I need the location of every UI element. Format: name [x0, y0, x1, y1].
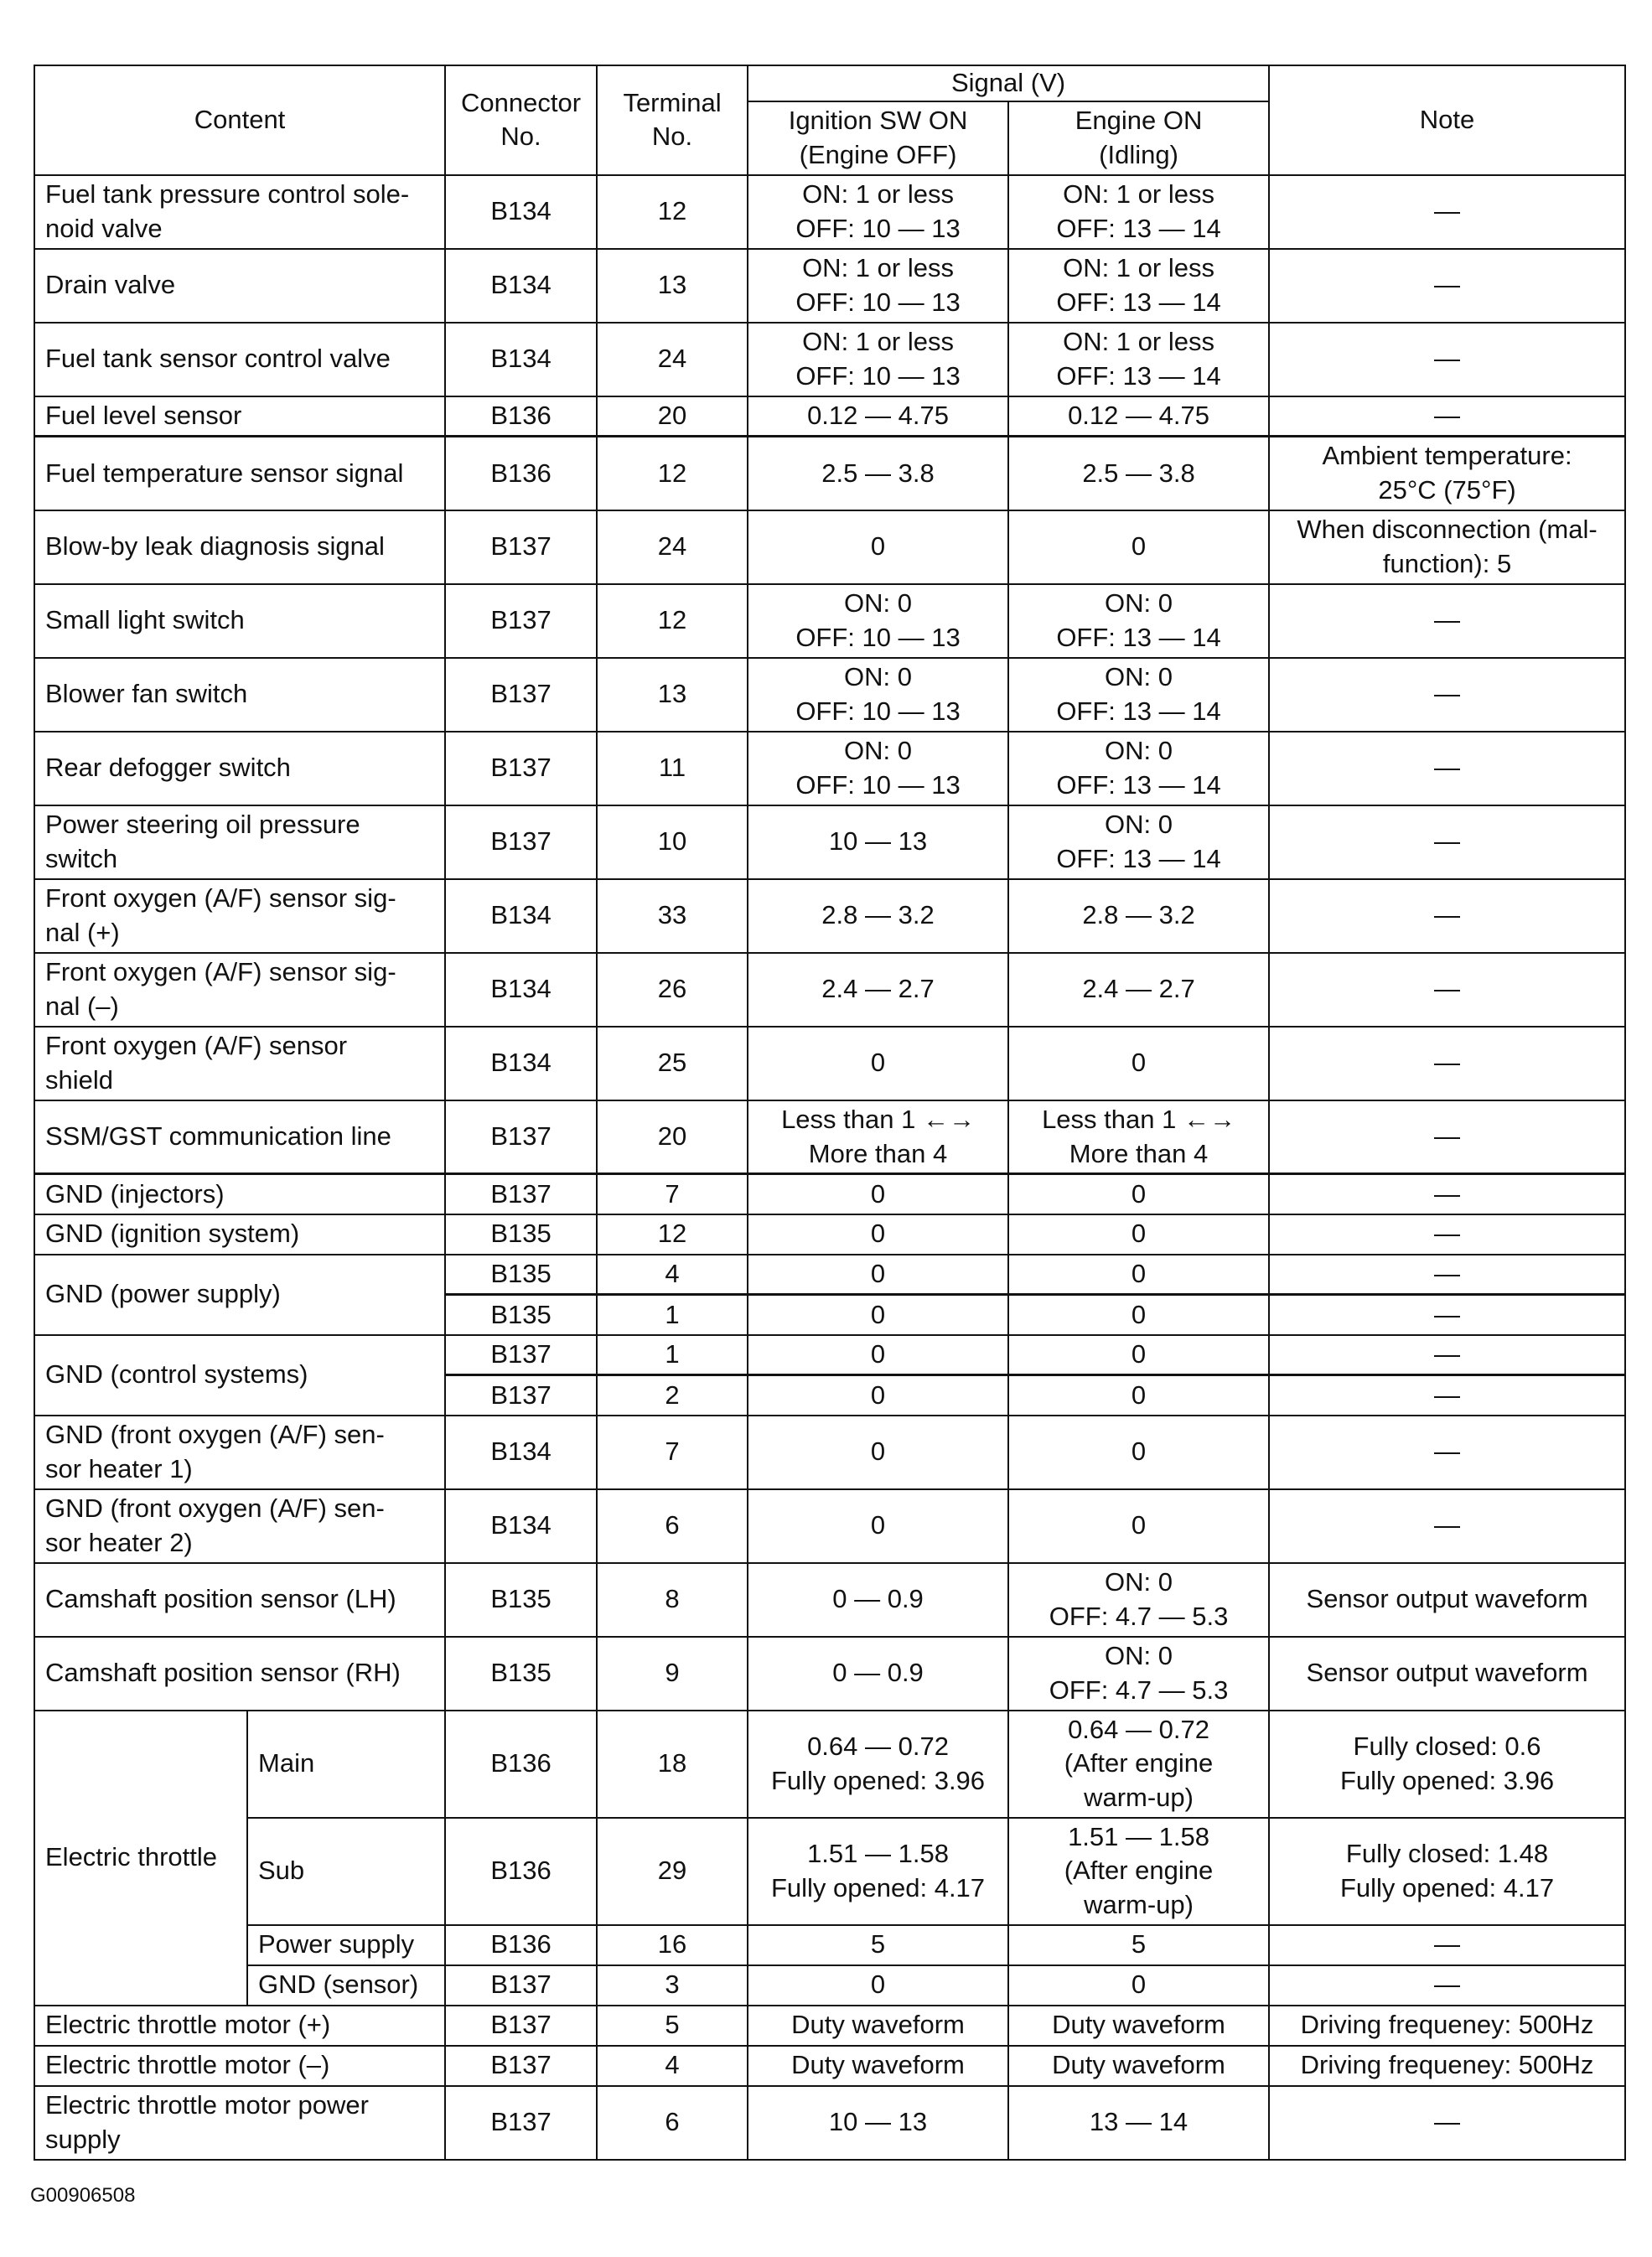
cell-sub-content: Main	[247, 1711, 445, 1818]
cell-terminal: 1	[597, 1335, 748, 1375]
cell-content: Front oxygen (A/F) sensor sig- nal (+)	[34, 879, 445, 953]
cell-connector: B137	[445, 584, 597, 658]
cell-terminal: 12	[597, 437, 748, 510]
cell-engine-on: ON: 1 or less OFF: 13 — 14	[1008, 323, 1269, 396]
cell-connector: B135	[445, 1214, 597, 1255]
cell-ignition-on: ON: 0 OFF: 10 — 13	[748, 732, 1008, 805]
cell-note: —	[1269, 249, 1625, 323]
cell-ignition-on: ON: 0 OFF: 10 — 13	[748, 584, 1008, 658]
table-row	[34, 2086, 1625, 2160]
cell-connector: B137	[445, 2046, 597, 2086]
cell-terminal: 25	[597, 1027, 748, 1100]
cell-connector: B136	[445, 1711, 597, 1818]
cell-note: Driving frequeney: 500Hz	[1269, 2046, 1625, 2086]
cell-ignition-on: 2.5 — 3.8	[748, 437, 1008, 510]
table-row	[34, 1027, 1625, 1100]
cell-engine-on: 0	[1008, 1214, 1269, 1255]
cell-terminal: 8	[597, 1563, 748, 1637]
header-content: Content	[34, 65, 445, 175]
cell-connector: B137	[445, 805, 597, 879]
cell-ignition-on: 10 — 13	[748, 2086, 1008, 2160]
cell-sub-content: GND (sensor)	[247, 1965, 445, 2006]
cell-terminal: 20	[597, 396, 748, 437]
cell-content: SSM/GST communication line	[34, 1100, 445, 1174]
cell-note: Ambient temperature: 25°C (75°F)	[1269, 437, 1625, 510]
table-row	[34, 510, 1625, 584]
cell-engine-on: ON: 1 or less OFF: 13 — 14	[1008, 249, 1269, 323]
table-row	[34, 437, 1625, 510]
cell-content: Drain valve	[34, 249, 445, 323]
cell-connector: B134	[445, 953, 597, 1027]
cell-engine-on: 0	[1008, 1416, 1269, 1489]
table-row	[34, 1214, 1625, 1255]
cell-content: Fuel tank pressure control sole- noid valve	[34, 175, 445, 249]
cell-connector: B137	[445, 658, 597, 732]
cell-note: —	[1269, 1965, 1625, 2006]
cell-content: Blow-by leak diagnosis signal	[34, 510, 445, 584]
cell-engine-on: 0	[1008, 1335, 1269, 1375]
cell-ignition-on: 0	[748, 1335, 1008, 1375]
cell-connector: B134	[445, 1027, 597, 1100]
cell-ignition-on: Duty waveform	[748, 2046, 1008, 2086]
cell-ignition-on: 0	[748, 1295, 1008, 1335]
cell-note: —	[1269, 1335, 1625, 1375]
cell-content: Rear defogger switch	[34, 732, 445, 805]
cell-engine-on: Less than 1 ←→ More than 4	[1008, 1100, 1269, 1174]
cell-ignition-on: 1.51 — 1.58 Fully opened: 4.17	[748, 1818, 1008, 1925]
cell-terminal: 2	[597, 1375, 748, 1416]
cell-terminal: 20	[597, 1100, 748, 1174]
cell-note: —	[1269, 1416, 1625, 1489]
cell-ignition-on: 0	[748, 1027, 1008, 1100]
cell-engine-on: 0	[1008, 1295, 1269, 1335]
header-engine-on: Engine ON (Idling)	[1008, 101, 1269, 175]
cell-engine-on: 2.4 — 2.7	[1008, 953, 1269, 1027]
cell-engine-on: 0.12 — 4.75	[1008, 396, 1269, 437]
cell-content: Electric throttle motor (–)	[34, 2046, 445, 2086]
table-row	[34, 1489, 1625, 1563]
cell-terminal: 7	[597, 1416, 748, 1489]
cell-engine-on: 2.5 — 3.8	[1008, 437, 1269, 510]
cell-content: Electric throttle motor (+)	[34, 2006, 445, 2046]
table-row	[34, 805, 1625, 879]
table-row	[34, 879, 1625, 953]
cell-note: —	[1269, 1489, 1625, 1563]
table-row	[34, 1255, 1625, 1295]
cell-connector: B134	[445, 249, 597, 323]
cell-terminal: 4	[597, 1255, 748, 1295]
cell-ignition-on: ON: 0 OFF: 10 — 13	[748, 658, 1008, 732]
cell-note: —	[1269, 805, 1625, 879]
cell-terminal: 4	[597, 2046, 748, 2086]
header-note: Note	[1269, 65, 1625, 175]
cell-terminal: 12	[597, 584, 748, 658]
cell-engine-on: 1.51 — 1.58 (After engine warm-up)	[1008, 1818, 1269, 1925]
cell-ignition-on: 0	[748, 1375, 1008, 1416]
table-row	[34, 1416, 1625, 1489]
cell-engine-on: 2.8 — 3.2	[1008, 879, 1269, 953]
cell-engine-on: Duty waveform	[1008, 2006, 1269, 2046]
cell-note: —	[1269, 396, 1625, 437]
cell-note: —	[1269, 323, 1625, 396]
cell-note: —	[1269, 2086, 1625, 2160]
cell-ignition-on: 5	[748, 1925, 1008, 1965]
cell-terminal: 24	[597, 510, 748, 584]
cell-engine-on: 0	[1008, 1375, 1269, 1416]
cell-note: Fully closed: 1.48 Fully opened: 4.17	[1269, 1818, 1625, 1925]
cell-ignition-on: 0.64 — 0.72 Fully opened: 3.96	[748, 1711, 1008, 1818]
cell-terminal: 24	[597, 323, 748, 396]
header-signal: Signal (V)	[748, 65, 1269, 101]
cell-ignition-on: 0	[748, 1214, 1008, 1255]
cell-note: —	[1269, 732, 1625, 805]
cell-ignition-on: 10 — 13	[748, 805, 1008, 879]
cell-note: —	[1269, 658, 1625, 732]
cell-note: —	[1269, 1174, 1625, 1214]
cell-engine-on: ON: 0 OFF: 4.7 — 5.3	[1008, 1637, 1269, 1711]
table-row	[34, 1174, 1625, 1214]
cell-content: Front oxygen (A/F) sensor sig- nal (–)	[34, 953, 445, 1027]
cell-sub-content: Sub	[247, 1818, 445, 1925]
cell-connector: B137	[445, 1965, 597, 2006]
cell-engine-on: ON: 0 OFF: 13 — 14	[1008, 732, 1269, 805]
cell-connector: B137	[445, 2006, 597, 2046]
cell-terminal: 18	[597, 1711, 748, 1818]
cell-content: Electric throttle motor power supply	[34, 2086, 445, 2160]
cell-engine-on: 13 — 14	[1008, 2086, 1269, 2160]
cell-ignition-on: 0.12 — 4.75	[748, 396, 1008, 437]
cell-note: Sensor output waveform	[1269, 1563, 1625, 1637]
table-row	[34, 1100, 1625, 1174]
cell-ignition-on: Less than 1 ←→ More than 4	[748, 1100, 1008, 1174]
cell-note: —	[1269, 1214, 1625, 1255]
cell-ignition-on: 0 — 0.9	[748, 1637, 1008, 1711]
figure-id: G00906508	[30, 2184, 136, 2207]
cell-engine-on: ON: 0 OFF: 4.7 — 5.3	[1008, 1563, 1269, 1637]
cell-note: —	[1269, 953, 1625, 1027]
cell-content: Fuel temperature sensor signal	[34, 437, 445, 510]
cell-ignition-on: Duty waveform	[748, 2006, 1008, 2046]
signal-table	[34, 65, 1626, 2161]
cell-connector: B137	[445, 1375, 597, 1416]
cell-connector: B134	[445, 1489, 597, 1563]
cell-note: —	[1269, 1255, 1625, 1295]
table-row	[34, 1711, 1625, 1818]
table-row	[34, 1335, 1625, 1375]
table-row	[34, 953, 1625, 1027]
cell-note: Fully closed: 0.6 Fully opened: 3.96	[1269, 1711, 1625, 1818]
table-row	[34, 249, 1625, 323]
cell-engine-on: 0.64 — 0.72 (After engine warm-up)	[1008, 1711, 1269, 1818]
cell-content: Front oxygen (A/F) sensor shield	[34, 1027, 445, 1100]
cell-ignition-on: 2.4 — 2.7	[748, 953, 1008, 1027]
cell-note: —	[1269, 1027, 1625, 1100]
cell-ignition-on: 0	[748, 1489, 1008, 1563]
cell-terminal: 13	[597, 658, 748, 732]
cell-connector: B136	[445, 396, 597, 437]
cell-connector: B135	[445, 1563, 597, 1637]
table-row	[34, 2006, 1625, 2046]
cell-content: Blower fan switch	[34, 658, 445, 732]
table-row	[34, 323, 1625, 396]
cell-terminal: 29	[597, 1818, 748, 1925]
cell-ignition-on: 0	[748, 510, 1008, 584]
cell-engine-on: 5	[1008, 1925, 1269, 1965]
cell-engine-on: 0	[1008, 510, 1269, 584]
cell-content: Camshaft position sensor (LH)	[34, 1563, 445, 1637]
cell-content: GND (ignition system)	[34, 1214, 445, 1255]
cell-connector: B135	[445, 1637, 597, 1711]
cell-content: Fuel tank sensor control valve	[34, 323, 445, 396]
cell-note: —	[1269, 584, 1625, 658]
table-row	[34, 2046, 1625, 2086]
cell-connector: B137	[445, 1335, 597, 1375]
table-row	[34, 396, 1625, 437]
cell-terminal: 12	[597, 175, 748, 249]
cell-engine-on: Duty waveform	[1008, 2046, 1269, 2086]
cell-engine-on: 0	[1008, 1174, 1269, 1214]
cell-sub-content: Power supply	[247, 1925, 445, 1965]
cell-connector: B135	[445, 1255, 597, 1295]
cell-terminal: 16	[597, 1925, 748, 1965]
cell-ignition-on: ON: 1 or less OFF: 10 — 13	[748, 249, 1008, 323]
cell-content: Small light switch	[34, 584, 445, 658]
cell-terminal: 9	[597, 1637, 748, 1711]
cell-connector: B135	[445, 1295, 597, 1335]
cell-content: Camshaft position sensor (RH)	[34, 1637, 445, 1711]
cell-engine-on: 0	[1008, 1255, 1269, 1295]
cell-content: GND (injectors)	[34, 1174, 445, 1214]
cell-terminal: 6	[597, 2086, 748, 2160]
cell-ignition-on: ON: 1 or less OFF: 10 — 13	[748, 175, 1008, 249]
cell-ignition-on: 0 — 0.9	[748, 1563, 1008, 1637]
cell-connector: B134	[445, 175, 597, 249]
cell-terminal: 5	[597, 2006, 748, 2046]
table-row	[34, 1818, 1625, 1925]
cell-content: Fuel level sensor	[34, 396, 445, 437]
cell-content: GND (control systems)	[34, 1335, 445, 1416]
cell-ignition-on: 0	[748, 1965, 1008, 2006]
cell-note: Sensor output waveform	[1269, 1637, 1625, 1711]
cell-content: GND (front oxygen (A/F) sen- sor heater 1)	[34, 1416, 445, 1489]
cell-engine-on: ON: 0 OFF: 13 — 14	[1008, 658, 1269, 732]
header-row-1	[34, 65, 1625, 101]
cell-connector: B137	[445, 510, 597, 584]
cell-note: —	[1269, 1375, 1625, 1416]
header-terminal: Terminal No.	[597, 65, 748, 175]
cell-engine-on: ON: 0 OFF: 13 — 14	[1008, 584, 1269, 658]
cell-terminal: 12	[597, 1214, 748, 1255]
cell-note: —	[1269, 1925, 1625, 1965]
cell-content: GND (power supply)	[34, 1255, 445, 1335]
table-row	[34, 1925, 1625, 1965]
cell-engine-on: ON: 1 or less OFF: 13 — 14	[1008, 175, 1269, 249]
cell-connector: B136	[445, 437, 597, 510]
cell-engine-on: 0	[1008, 1965, 1269, 2006]
cell-ignition-on: 0	[748, 1255, 1008, 1295]
cell-content: Power steering oil pressure switch	[34, 805, 445, 879]
cell-note: —	[1269, 1295, 1625, 1335]
cell-note: —	[1269, 1100, 1625, 1174]
cell-engine-on: 0	[1008, 1027, 1269, 1100]
cell-engine-on: 0	[1008, 1489, 1269, 1563]
cell-terminal: 7	[597, 1174, 748, 1214]
cell-content: GND (front oxygen (A/F) sen- sor heater 2)	[34, 1489, 445, 1563]
cell-connector: B137	[445, 2086, 597, 2160]
table-row	[34, 1965, 1625, 2006]
cell-note: —	[1269, 175, 1625, 249]
header-ignition-on: Ignition SW ON (Engine OFF)	[748, 101, 1008, 175]
table-row	[34, 1637, 1625, 1711]
cell-engine-on: ON: 0 OFF: 13 — 14	[1008, 805, 1269, 879]
cell-content: Electric throttle	[34, 1711, 247, 2006]
cell-connector: B134	[445, 323, 597, 396]
table-row	[34, 1563, 1625, 1637]
header-connector: Connector No.	[445, 65, 597, 175]
cell-connector: B136	[445, 1925, 597, 1965]
cell-connector: B137	[445, 732, 597, 805]
cell-ignition-on: 0	[748, 1174, 1008, 1214]
cell-terminal: 3	[597, 1965, 748, 2006]
cell-terminal: 1	[597, 1295, 748, 1335]
table-row	[34, 584, 1625, 658]
cell-ignition-on: 2.8 — 3.2	[748, 879, 1008, 953]
cell-connector: B137	[445, 1174, 597, 1214]
cell-terminal: 13	[597, 249, 748, 323]
cell-note: Driving frequeney: 500Hz	[1269, 2006, 1625, 2046]
table-row	[34, 175, 1625, 249]
cell-terminal: 33	[597, 879, 748, 953]
cell-terminal: 26	[597, 953, 748, 1027]
table-row	[34, 732, 1625, 805]
cell-connector: B134	[445, 879, 597, 953]
cell-ignition-on: 0	[748, 1416, 1008, 1489]
cell-connector: B136	[445, 1818, 597, 1925]
cell-terminal: 11	[597, 732, 748, 805]
cell-note: When disconnection (mal- function): 5	[1269, 510, 1625, 584]
cell-terminal: 10	[597, 805, 748, 879]
cell-note: —	[1269, 879, 1625, 953]
table-body	[34, 65, 1625, 2160]
cell-connector: B134	[445, 1416, 597, 1489]
cell-connector: B137	[445, 1100, 597, 1174]
table-row	[34, 658, 1625, 732]
cell-terminal: 6	[597, 1489, 748, 1563]
cell-ignition-on: ON: 1 or less OFF: 10 — 13	[748, 323, 1008, 396]
